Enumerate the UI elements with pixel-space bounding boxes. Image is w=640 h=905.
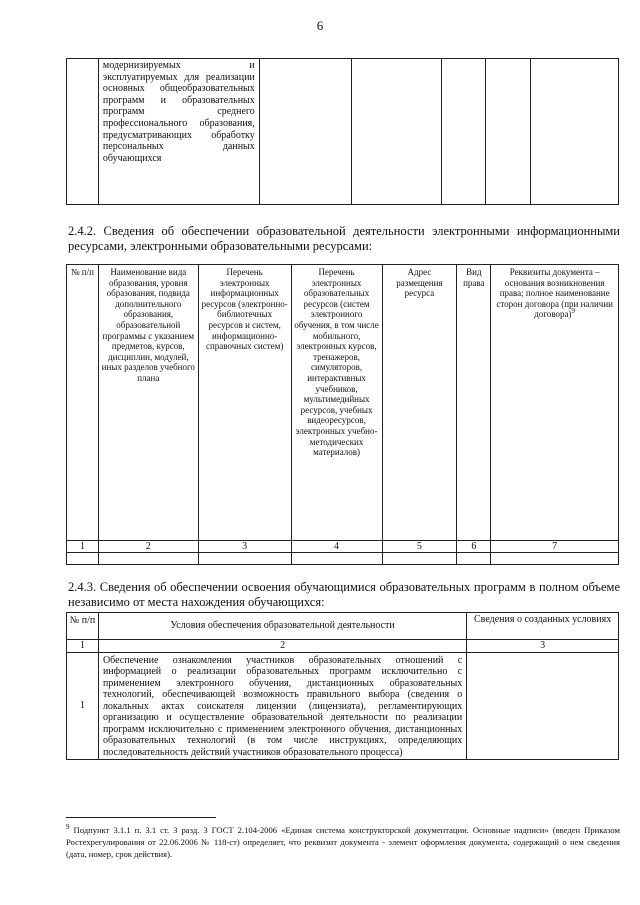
header-cell: Сведения о созданных условиях: [467, 613, 619, 640]
table-cell: [351, 59, 442, 205]
header-cell: Адрес размещения ресурса: [382, 265, 457, 541]
table-cell: [198, 553, 291, 565]
footnote-text: Подпункт 3.1.1 п. 3.1 ст. 3 разд. 3 ГОСТ 2.104-2006 «Единая система конструкторской документации. Основные надписи» (введен Приказом Ростехрегулирования от 22.06.2006 № 118-ст) определяет, что реквизит документа - элемент оформления документа, содержащий о нем сведения (дата, номер, срок действия).: [66, 825, 620, 859]
table-cell: [291, 553, 382, 565]
table-cell: [442, 59, 486, 205]
header-cell: [491, 265, 619, 541]
column-number: 1: [67, 541, 99, 553]
condition-text: Обеспечение ознакомления участников образовательных отношений с информацией о реализации образовательных программ исключительно с применением электронного обучения, дистанционных образовательных технологий, обеспечивающей возможность правильного выбора (сведения о локальных актах соискателя лицензии (лицензиата), регламентирующих организацию и осуществление образовательной деятельности по реализации программ исключительно с применением электронного обучения, дистанционных образовательных технологий (в том числе инструкциях, определяющих последовательность действий участников образовательного процесса): [98, 652, 466, 760]
section-heading-2-4-2: 2.4.2. Сведения об обеспечении образовательной деятельности электронными информационными ресурсами, электронными образовательными ресурсами:: [68, 224, 620, 253]
table-cell: [67, 59, 99, 205]
column-number: 7: [491, 541, 619, 553]
section-heading-2-4-3: 2.4.3. Сведения об обеспечении освоения обучающимися образовательных программ в полном объеме независимо от места нахождения обучающихся:: [68, 580, 620, 609]
column-number: 2: [98, 541, 198, 553]
header-cell: Условия обеспечения образовательной деятельности: [98, 613, 466, 640]
table-cell: [457, 553, 491, 565]
electronic-resources-table: [66, 264, 619, 565]
header-cell: № п/п: [67, 265, 99, 541]
table-cell: [67, 553, 99, 565]
row-number: 1: [67, 652, 99, 760]
column-number: 4: [291, 541, 382, 553]
header-cell: Наименование вида образования, уровня образования, подвида дополнительного образования, образовательной программы с указанием предметов, курсов, дисциплин, модулей, иных разделов учебного плана: [98, 265, 198, 541]
column-number: 5: [382, 541, 457, 553]
table-cell: [259, 59, 351, 205]
header-cell: № п/п: [67, 613, 99, 640]
header-cell: Перечень электронных образовательных ресурсов (систем электронного обучения, в том числе мобильного, электронных курсов, тренажеров, симуляторов, интерактивных учебников, мультимедийных ресурсов, учебных видеоресурсов, электронных учебно-методических материалов): [291, 265, 382, 541]
footnote: [66, 824, 620, 860]
header-cell: Перечень электронных информационных ресурсов (электронно-библиотечных ресурсов и систем, информационно-справочных систем): [198, 265, 291, 541]
header-cell: Вид права: [457, 265, 491, 541]
header-cell-text: Реквизиты документа – основания возникновения права; полное наименование сторон договора (при наличии договора): [496, 267, 613, 320]
learning-conditions-table: [66, 612, 619, 760]
table-cell: [486, 59, 531, 205]
column-number: 2: [98, 640, 466, 653]
table-cell: [467, 652, 619, 760]
column-number: 1: [67, 640, 99, 653]
column-number: 6: [457, 541, 491, 553]
continuation-table: [66, 58, 619, 205]
table-cell: [531, 59, 619, 205]
table-cell-text: модернизируемых и эксплуатируемых для реализации основных общеобразовательных программ и образовательных программ среднего профессионального образования, предусматривающих обработку персональных данных обучающихся: [98, 59, 259, 205]
table-cell: [382, 553, 457, 565]
page-number: 6: [316, 18, 324, 33]
footnote-divider: [66, 817, 216, 818]
table-cell: [491, 553, 619, 565]
table-cell: [98, 553, 198, 565]
footnote-number: 9: [66, 823, 70, 832]
column-number: 3: [467, 640, 619, 653]
footnote-ref: 9: [571, 307, 576, 316]
column-number: 3: [198, 541, 291, 553]
